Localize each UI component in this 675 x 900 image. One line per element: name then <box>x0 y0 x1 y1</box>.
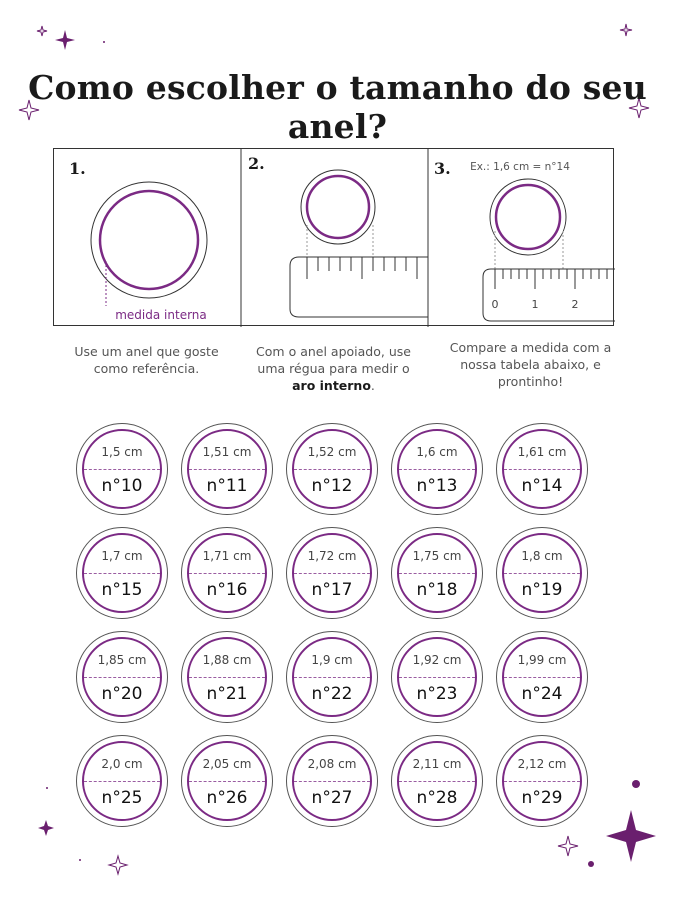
ring-measure: 1,92 cm <box>412 653 462 667</box>
ring-divider <box>189 677 265 678</box>
ring-size-number: n°17 <box>311 580 353 600</box>
ring-measure: 2,11 cm <box>412 757 462 771</box>
sparkle-outline-icon <box>37 26 47 36</box>
ring-size-number: n°19 <box>521 580 563 600</box>
ring-size-number: n°25 <box>101 788 143 808</box>
dot-icon <box>46 787 48 789</box>
ring-size-item <box>76 423 168 515</box>
ring-measure: 1,9 cm <box>311 653 353 667</box>
ring-measure: 2,05 cm <box>202 757 252 771</box>
ring-size-item <box>76 631 168 723</box>
ring-divider <box>504 573 580 574</box>
dot-icon <box>103 41 105 43</box>
step-2-caption-end: . <box>370 378 375 393</box>
ring-size-item <box>391 423 483 515</box>
step-2-ruler <box>290 257 428 317</box>
sparkle-icon <box>55 30 75 50</box>
ring-measure: 1,61 cm <box>517 445 567 459</box>
sparkle-outline-icon <box>558 836 578 856</box>
sparkle-outline-icon <box>620 24 632 36</box>
ring-divider <box>504 677 580 678</box>
ring-divider <box>84 781 160 782</box>
ring-measure: 1,72 cm <box>307 549 357 563</box>
ring-size-item <box>496 527 588 619</box>
ring-divider <box>504 469 580 470</box>
ring-divider <box>84 573 160 574</box>
ring-divider <box>294 573 370 574</box>
ring-size-number: n°27 <box>311 788 353 808</box>
ring-divider <box>504 781 580 782</box>
step-2-caption-bold: aro interno <box>292 378 371 393</box>
ring-size-item <box>391 735 483 827</box>
ring-measure: 1,75 cm <box>412 549 462 563</box>
dot-icon <box>632 780 640 788</box>
step-3-number: 3. <box>434 159 451 178</box>
ring-measure: 1,71 cm <box>202 549 252 563</box>
ring-measure: 1,6 cm <box>416 445 458 459</box>
ring-size-item <box>181 735 273 827</box>
ring-size-item <box>286 527 378 619</box>
ring-size-number: n°18 <box>416 580 458 600</box>
step-3-ring <box>490 179 566 269</box>
step-2-caption-text: Com o anel apoiado, use uma régua para medir o <box>256 344 411 376</box>
ring-size-item <box>181 631 273 723</box>
ring-divider <box>189 469 265 470</box>
ring-divider <box>84 677 160 678</box>
ring-measure: 2,0 cm <box>101 757 143 771</box>
ring-measure: 1,5 cm <box>101 445 143 459</box>
ring-size-number: n°23 <box>416 684 458 704</box>
ring-measure: 1,7 cm <box>101 549 143 563</box>
ring-size-item <box>286 423 378 515</box>
ring-size-item <box>496 735 588 827</box>
ruler-label-2: 2 <box>571 298 579 311</box>
steps-panel <box>53 148 614 326</box>
example-note: Ex.: 1,6 cm = n°14 <box>470 161 570 173</box>
ring-measure: 2,08 cm <box>307 757 357 771</box>
ring-divider <box>399 781 475 782</box>
ruler-label-1: 1 <box>531 298 539 311</box>
ring-size-number: n°11 <box>206 476 248 496</box>
dot-icon <box>588 861 594 867</box>
ring-size-item <box>181 527 273 619</box>
ring-measure: 1,85 cm <box>97 653 147 667</box>
inner-measure-label: medida interna <box>115 308 207 322</box>
step-2-number: 2. <box>248 154 265 173</box>
ring-divider <box>189 573 265 574</box>
ring-size-number: n°24 <box>521 684 563 704</box>
sparkle-icon <box>38 820 54 836</box>
ring-divider <box>399 677 475 678</box>
step-1-ring <box>91 182 207 306</box>
ring-size-item <box>286 631 378 723</box>
step-1-number: 1. <box>69 159 86 178</box>
ring-measure: 1,88 cm <box>202 653 252 667</box>
ring-measure: 1,99 cm <box>517 653 567 667</box>
ring-size-number: n°13 <box>416 476 458 496</box>
dot-icon <box>79 859 81 861</box>
ring-divider <box>294 781 370 782</box>
ring-size-item <box>181 423 273 515</box>
ring-size-number: n°26 <box>206 788 248 808</box>
ring-size-item <box>496 631 588 723</box>
ring-divider <box>399 469 475 470</box>
ring-measure: 1,51 cm <box>202 445 252 459</box>
step-2-ring <box>301 170 375 257</box>
sparkle-outline-icon <box>109 856 127 874</box>
ring-size-item <box>391 631 483 723</box>
ring-size-item <box>496 423 588 515</box>
ring-divider <box>399 573 475 574</box>
ring-size-number: n°22 <box>311 684 353 704</box>
ring-size-item <box>286 735 378 827</box>
ring-size-number: n°20 <box>101 684 143 704</box>
steps-illustration <box>54 149 615 327</box>
ring-measure: 1,8 cm <box>521 549 563 563</box>
ruler-label-0: 0 <box>491 298 499 311</box>
ring-divider <box>84 469 160 470</box>
ring-size-number: n°16 <box>206 580 248 600</box>
ring-measure: 2,12 cm <box>517 757 567 771</box>
ring-size-item <box>391 527 483 619</box>
ring-measure: 1,52 cm <box>307 445 357 459</box>
step-3-ruler <box>483 269 615 321</box>
step-3-caption: Compare a medida com a nossa tabela abaixo, e prontinho! <box>449 340 612 389</box>
page-title: Como escolher o tamanho do seu anel? <box>28 68 647 146</box>
ring-size-number: n°15 <box>101 580 143 600</box>
ring-size-item <box>76 527 168 619</box>
sparkle-icon <box>606 810 656 862</box>
ring-size-number: n°28 <box>416 788 458 808</box>
ring-divider <box>189 781 265 782</box>
ring-size-number: n°10 <box>101 476 143 496</box>
ring-size-number: n°21 <box>206 684 248 704</box>
ring-size-number: n°14 <box>521 476 563 496</box>
ring-divider <box>294 677 370 678</box>
ring-size-number: n°29 <box>521 788 563 808</box>
ring-size-item <box>76 735 168 827</box>
step-1-caption: Use um anel que goste como referência. <box>74 344 219 376</box>
ring-divider <box>294 469 370 470</box>
ring-size-number: n°12 <box>311 476 353 496</box>
step-2-caption <box>246 343 421 394</box>
